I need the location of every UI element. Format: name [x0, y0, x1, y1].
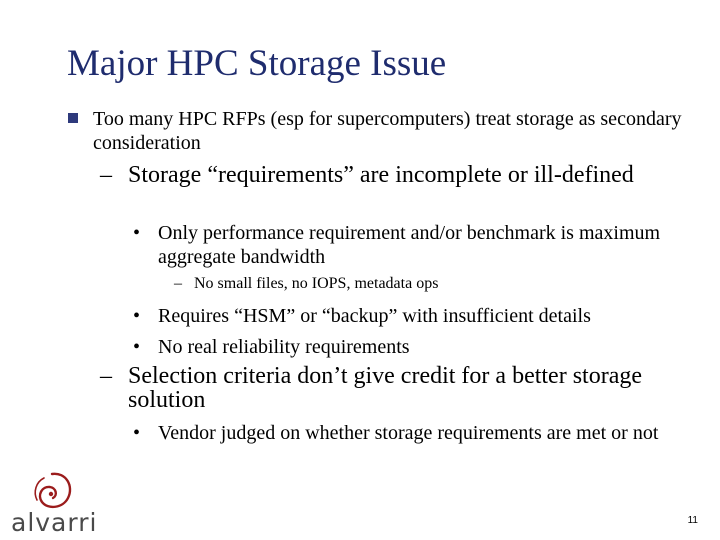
page-number: 11 — [687, 515, 698, 526]
bullet-dot: • — [133, 336, 141, 358]
sub-1-item-1-detail-text: No small files, no IOPS, metadata ops — [194, 275, 439, 292]
logo-wordmark: alvarri — [11, 508, 98, 537]
sub-1-item-2 — [133, 304, 703, 328]
sub-bullet-1 — [100, 163, 700, 187]
sub-2-item-1-text: Vendor judged on whether storage requirements are met or not — [158, 422, 659, 444]
sub-1-item-3-text: No real reliability requirements — [158, 336, 410, 358]
sub-bullet-2 — [100, 364, 700, 412]
dash-marker: – — [174, 275, 182, 292]
sub-1-item-2-text: Requires “HSM” or “backup” with insufficient details — [158, 305, 591, 327]
bullet-dot: • — [133, 305, 141, 327]
sub-1-item-1-detail — [174, 274, 694, 294]
square-bullet-icon — [68, 113, 78, 123]
sub-2-item-1 — [133, 421, 703, 445]
sub-1-item-3 — [133, 335, 703, 359]
dash-marker: – — [100, 162, 112, 188]
sub-1-item-1 — [133, 221, 703, 269]
dash-marker: – — [100, 363, 112, 389]
sub-bullet-2-text: Selection criteria don’t give credit for a better storage solution — [128, 363, 643, 413]
sub-bullet-1-text: Storage “requirements” are incomplete or ill-defined — [128, 162, 634, 188]
bullet-dot: • — [133, 222, 141, 244]
bullet-dot: • — [133, 422, 141, 444]
slide-title: Major HPC Storage Issue — [67, 43, 447, 84]
bullet-1-text: Too many HPC RFPs (esp for supercomputers) treat storage as secondary consideration — [93, 108, 682, 154]
sub-1-item-1-text: Only performance requirement and/or benchmark is maximum aggregate bandwidth — [158, 222, 661, 268]
